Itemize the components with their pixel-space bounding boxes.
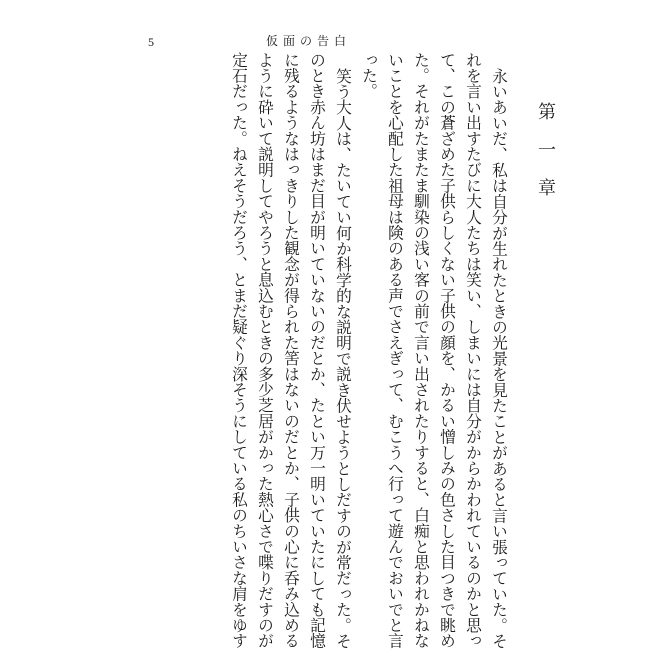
text-line: った。: [360, 52, 379, 100]
page-number: 5: [148, 35, 154, 49]
text-line: 永いあいだ、私は自分が生れたときの光景を見たことがあると言い張っていた。そ: [490, 67, 509, 649]
text-line: ように砕いて説明してやろうと息込むときの多少芝居がかった熱心さで喋りだすのが: [256, 52, 275, 649]
body-text: [226, 52, 558, 649]
text-line: 定石だった。ねえそうだろう、とまだ疑ぐり深そうにしている私のちいさな肩をゆす: [230, 52, 249, 649]
text-line: て、この蒼ざめた子供らしくない子供の顔を、かるい憎しみの色さした目つきで眺め: [438, 52, 457, 649]
text-line: いことを心配した祖母は険のある声でさえぎって、むこうへ行って遊んでおいでと言: [386, 52, 405, 649]
text-line: のとき赤ん坊はまだ目が明いていないのだとか、たとい万一明いていたにしても記憶: [308, 52, 327, 649]
text-line: れを言い出すたびに大人たちは笑い、しまいには自分がからかわれているのかと思っ: [464, 52, 483, 649]
text-line: に残るようなはっきりした観念が得られた筈はないのだとか、子供の心に呑み込める: [282, 52, 301, 649]
chapter-title: 第一章: [535, 102, 556, 216]
running-head: 仮面の告白: [266, 34, 352, 48]
text-line: た。それがたまたま馴染の浅い客の前で言い出されたりすると、白痴と思われかねな: [412, 52, 431, 649]
text-line: 笑う大人は、たいてい何か科学的な説明で説き伏せようとしだすのが常だった。そ: [334, 67, 353, 649]
